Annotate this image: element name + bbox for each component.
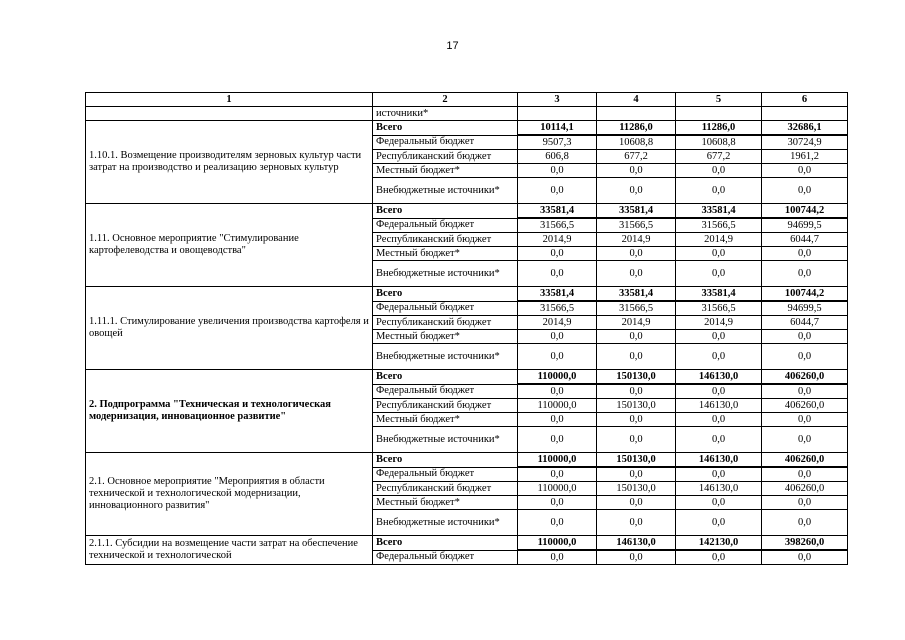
- value-cell-col-6: 406260,0: [762, 399, 848, 413]
- value-cell-col-5: 31566,5: [676, 301, 762, 316]
- value-cell-col-4: 146130,0: [597, 536, 676, 551]
- table-row-total: [86, 370, 848, 385]
- value-cell-col-4: 33581,4: [597, 287, 676, 302]
- value-cell-col-5: 0,0: [676, 427, 762, 453]
- value-cell-col-5: 11286,0: [676, 121, 762, 136]
- continuation-cell: [676, 107, 762, 121]
- value-cell-col-5: 2014,9: [676, 233, 762, 247]
- value-cell-col-3: 2014,9: [518, 233, 597, 247]
- value-cell-col-6: 0,0: [762, 247, 848, 261]
- measure-name-cell: 1.11. Основное мероприятие "Стимулирование картофелеводства и овощеводства": [86, 204, 373, 287]
- value-cell-col-6: 0,0: [762, 496, 848, 510]
- value-cell-col-4: 150130,0: [597, 453, 676, 468]
- funding-source-cell: Федеральный бюджет: [373, 301, 518, 316]
- continuation-source-cell: источники*: [373, 107, 518, 121]
- value-cell-col-5: 0,0: [676, 550, 762, 565]
- continuation-cell: [597, 107, 676, 121]
- value-cell-col-4: 0,0: [597, 344, 676, 370]
- value-cell-col-4: 11286,0: [597, 121, 676, 136]
- value-cell-col-6: 0,0: [762, 344, 848, 370]
- header-row: [86, 93, 848, 107]
- value-cell-col-4: 2014,9: [597, 316, 676, 330]
- value-cell-col-5: 0,0: [676, 344, 762, 370]
- value-cell-col-6: 94699,5: [762, 301, 848, 316]
- value-cell-col-3: 33581,4: [518, 204, 597, 219]
- value-cell-col-5: 31566,5: [676, 218, 762, 233]
- value-cell-col-5: 0,0: [676, 413, 762, 427]
- measure-name-cell: 2. Подпрограмма "Техническая и технологическая модернизация, инновационное развитие": [86, 370, 373, 453]
- funding-source-cell: Местный бюджет*: [373, 330, 518, 344]
- funding-source-cell: Федеральный бюджет: [373, 218, 518, 233]
- value-cell-col-6: 0,0: [762, 330, 848, 344]
- value-cell-col-4: 31566,5: [597, 218, 676, 233]
- value-cell-col-3: 33581,4: [518, 287, 597, 302]
- table-row-total: [86, 287, 848, 302]
- funding-source-cell: Всего: [373, 453, 518, 468]
- value-cell-col-3: 0,0: [518, 427, 597, 453]
- budget-table: [85, 92, 848, 565]
- value-cell-col-3: 0,0: [518, 413, 597, 427]
- value-cell-col-5: 0,0: [676, 164, 762, 178]
- value-cell-col-4: 150130,0: [597, 399, 676, 413]
- value-cell-col-4: 0,0: [597, 413, 676, 427]
- measure-name-cell: 2.1. Основное мероприятие "Мероприятия в области технической и технологической модернизации, инновационного развития": [86, 453, 373, 536]
- value-cell-col-3: 0,0: [518, 384, 597, 399]
- continuation-cell: [518, 107, 597, 121]
- value-cell-col-4: 0,0: [597, 384, 676, 399]
- value-cell-col-6: 0,0: [762, 510, 848, 536]
- funding-source-cell: Федеральный бюджет: [373, 135, 518, 150]
- funding-source-cell: Всего: [373, 370, 518, 385]
- value-cell-col-3: 0,0: [518, 330, 597, 344]
- value-cell-col-5: 146130,0: [676, 370, 762, 385]
- funding-source-cell: Всего: [373, 287, 518, 302]
- funding-source-cell: Местный бюджет*: [373, 413, 518, 427]
- value-cell-col-6: 1961,2: [762, 150, 848, 164]
- value-cell-col-6: 32686,1: [762, 121, 848, 136]
- value-cell-col-6: 398260,0: [762, 536, 848, 551]
- value-cell-col-3: 0,0: [518, 261, 597, 287]
- continuation-row: [86, 107, 848, 121]
- value-cell-col-5: 0,0: [676, 247, 762, 261]
- value-cell-col-6: 0,0: [762, 467, 848, 482]
- value-cell-col-4: 33581,4: [597, 204, 676, 219]
- value-cell-col-5: 33581,4: [676, 204, 762, 219]
- table-row-total: [86, 453, 848, 468]
- value-cell-col-5: 2014,9: [676, 316, 762, 330]
- value-cell-col-3: 31566,5: [518, 218, 597, 233]
- funding-source-cell: Федеральный бюджет: [373, 550, 518, 565]
- funding-source-cell: Республиканский бюджет: [373, 482, 518, 496]
- value-cell-col-5: 677,2: [676, 150, 762, 164]
- column-header-4: 4: [597, 93, 676, 107]
- continuation-cell: [762, 107, 848, 121]
- funding-source-cell: Внебюджетные источники*: [373, 510, 518, 536]
- value-cell-col-6: 100744,2: [762, 204, 848, 219]
- value-cell-col-3: 2014,9: [518, 316, 597, 330]
- value-cell-col-3: 110000,0: [518, 482, 597, 496]
- continuation-name-cell: [86, 107, 373, 121]
- value-cell-col-5: 146130,0: [676, 399, 762, 413]
- measure-name-cell: 1.11.1. Стимулирование увеличения производства картофеля и овощей: [86, 287, 373, 370]
- value-cell-col-3: 110000,0: [518, 399, 597, 413]
- value-cell-col-3: 110000,0: [518, 536, 597, 551]
- value-cell-col-5: 146130,0: [676, 482, 762, 496]
- value-cell-col-6: 406260,0: [762, 453, 848, 468]
- value-cell-col-4: 0,0: [597, 427, 676, 453]
- value-cell-col-4: 150130,0: [597, 482, 676, 496]
- value-cell-col-3: 9507,3: [518, 135, 597, 150]
- value-cell-col-4: 10608,8: [597, 135, 676, 150]
- column-header-6: 6: [762, 93, 848, 107]
- funding-source-cell: Внебюджетные источники*: [373, 178, 518, 204]
- value-cell-col-3: 0,0: [518, 550, 597, 565]
- funding-source-cell: Республиканский бюджет: [373, 399, 518, 413]
- value-cell-col-6: 0,0: [762, 261, 848, 287]
- value-cell-col-4: 0,0: [597, 550, 676, 565]
- value-cell-col-4: 31566,5: [597, 301, 676, 316]
- table-row-total: [86, 204, 848, 219]
- value-cell-col-5: 0,0: [676, 467, 762, 482]
- column-header-2: 2: [373, 93, 518, 107]
- funding-source-cell: Республиканский бюджет: [373, 233, 518, 247]
- value-cell-col-4: 150130,0: [597, 370, 676, 385]
- value-cell-col-4: 2014,9: [597, 233, 676, 247]
- value-cell-col-5: 146130,0: [676, 453, 762, 468]
- value-cell-col-4: 0,0: [597, 261, 676, 287]
- value-cell-col-6: 406260,0: [762, 482, 848, 496]
- value-cell-col-3: 10114,1: [518, 121, 597, 136]
- funding-source-cell: Местный бюджет*: [373, 247, 518, 261]
- measure-name-cell: 1.10.1. Возмещение производителям зерновых культур части затрат на производство и реализацию зерновых культур: [86, 121, 373, 204]
- funding-source-cell: Федеральный бюджет: [373, 467, 518, 482]
- value-cell-col-5: 0,0: [676, 261, 762, 287]
- value-cell-col-4: 0,0: [597, 178, 676, 204]
- value-cell-col-6: 6044,7: [762, 233, 848, 247]
- funding-source-cell: Внебюджетные источники*: [373, 427, 518, 453]
- funding-source-cell: Внебюджетные источники*: [373, 344, 518, 370]
- funding-source-cell: Всего: [373, 121, 518, 136]
- value-cell-col-6: 0,0: [762, 384, 848, 399]
- value-cell-col-6: 94699,5: [762, 218, 848, 233]
- value-cell-col-4: 0,0: [597, 247, 676, 261]
- value-cell-col-6: 406260,0: [762, 370, 848, 385]
- value-cell-col-5: 0,0: [676, 330, 762, 344]
- value-cell-col-5: 10608,8: [676, 135, 762, 150]
- table-row-total: [86, 536, 848, 551]
- value-cell-col-5: 0,0: [676, 510, 762, 536]
- value-cell-col-6: 0,0: [762, 427, 848, 453]
- value-cell-col-5: 0,0: [676, 178, 762, 204]
- value-cell-col-4: 677,2: [597, 150, 676, 164]
- value-cell-col-6: 0,0: [762, 164, 848, 178]
- funding-source-cell: Всего: [373, 204, 518, 219]
- value-cell-col-4: 0,0: [597, 467, 676, 482]
- value-cell-col-5: 0,0: [676, 384, 762, 399]
- column-header-1: 1: [86, 93, 373, 107]
- value-cell-col-4: 0,0: [597, 330, 676, 344]
- value-cell-col-5: 33581,4: [676, 287, 762, 302]
- funding-source-cell: Местный бюджет*: [373, 164, 518, 178]
- value-cell-col-4: 0,0: [597, 510, 676, 536]
- value-cell-col-3: 0,0: [518, 467, 597, 482]
- value-cell-col-3: 0,0: [518, 344, 597, 370]
- funding-source-cell: Республиканский бюджет: [373, 316, 518, 330]
- value-cell-col-3: 0,0: [518, 510, 597, 536]
- value-cell-col-3: 110000,0: [518, 453, 597, 468]
- value-cell-col-3: 0,0: [518, 164, 597, 178]
- value-cell-col-6: 0,0: [762, 550, 848, 565]
- funding-source-cell: Всего: [373, 536, 518, 551]
- column-header-3: 3: [518, 93, 597, 107]
- value-cell-col-4: 0,0: [597, 164, 676, 178]
- column-header-5: 5: [676, 93, 762, 107]
- measure-name-cell: 2.1.1. Субсидии на возмещение части затрат на обеспечение технической и технологической: [86, 536, 373, 565]
- funding-source-cell: Республиканский бюджет: [373, 150, 518, 164]
- value-cell-col-6: 0,0: [762, 178, 848, 204]
- table-body: [86, 107, 848, 565]
- funding-source-cell: Внебюджетные источники*: [373, 261, 518, 287]
- value-cell-col-3: 0,0: [518, 247, 597, 261]
- value-cell-col-5: 0,0: [676, 496, 762, 510]
- value-cell-col-6: 6044,7: [762, 316, 848, 330]
- value-cell-col-3: 110000,0: [518, 370, 597, 385]
- table-row-total: [86, 121, 848, 136]
- value-cell-col-6: 30724,9: [762, 135, 848, 150]
- value-cell-col-3: 606,8: [518, 150, 597, 164]
- value-cell-col-6: 0,0: [762, 413, 848, 427]
- page-number: 17: [446, 40, 459, 52]
- value-cell-col-6: 100744,2: [762, 287, 848, 302]
- funding-source-cell: Федеральный бюджет: [373, 384, 518, 399]
- value-cell-col-3: 31566,5: [518, 301, 597, 316]
- value-cell-col-3: 0,0: [518, 178, 597, 204]
- value-cell-col-3: 0,0: [518, 496, 597, 510]
- funding-source-cell: Местный бюджет*: [373, 496, 518, 510]
- value-cell-col-5: 142130,0: [676, 536, 762, 551]
- value-cell-col-4: 0,0: [597, 496, 676, 510]
